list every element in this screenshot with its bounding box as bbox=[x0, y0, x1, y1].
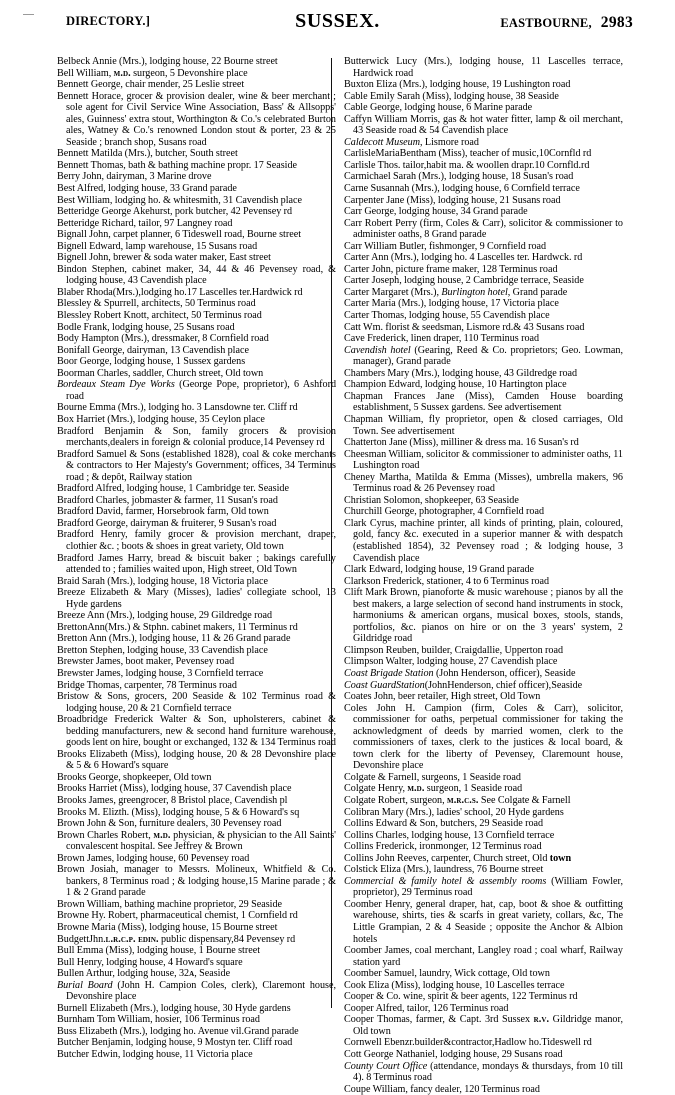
directory-entry: Bradford George, dairyman & fruiterer, 9 Susan's road bbox=[57, 517, 277, 529]
directory-entry: Bradford Henry, family grocer & provision merchant, draper, clothier &c. ; boots & shoes in great variety, Old town bbox=[57, 529, 336, 552]
directory-entry: Carr William Butler, fishmonger, 9 Cornfield road bbox=[344, 240, 547, 252]
directory-entry: Colibran Mary (Mrs.), ladies' school, 20 Hyde gardens bbox=[344, 806, 564, 818]
directory-entry: Brooks M. Elizth. (Miss), lodging house, 5 & 6 Howard's sq bbox=[57, 806, 300, 818]
directory-entry: Blessley & Spurrell, architects, 50 Terminus road bbox=[57, 298, 256, 310]
directory-entry: Bell William, m.d. surgeon, 5 Devonshire place bbox=[57, 67, 248, 79]
directory-entry: Butcher Edwin, lodging house, 11 Victoria place bbox=[57, 1049, 253, 1061]
directory-entry: Coates John, beer retailer, High street, Old Town bbox=[344, 691, 541, 703]
directory-entry: Browne Hy. Robert, pharmaceutical chemist, 1 Cornfield rd bbox=[57, 910, 298, 922]
directory-entry: Burnell Elizabeth (Mrs.), lodging house, 30 Hyde gardens bbox=[57, 1002, 291, 1014]
page-number: 2983 bbox=[600, 14, 633, 31]
running-head bbox=[0, 10, 675, 38]
directory-entry: Betteridge Richard, tailor, 97 Langney road bbox=[57, 217, 233, 229]
directory-entry: Colgate & Farnell, surgeons, 1 Seaside road bbox=[344, 771, 521, 783]
directory-entry: Cott George Nathaniel, lodging house, 29 Susans road bbox=[344, 1049, 563, 1061]
body-columns bbox=[0, 56, 675, 1095]
directory-entry: Carmichael Sarah (Mrs.), lodging house, 18 Susan's road bbox=[344, 171, 574, 183]
directory-entry: Chatterton Jane (Miss), milliner & dress ma. 16 Susan's rd bbox=[344, 437, 579, 449]
directory-entry: Bradford Samuel & Sons (established 1828), coal & coke merchants & contractors to Her Majesty's Government; offices, 34 Terminus road ; & depôt, Railway station bbox=[57, 448, 336, 483]
directory-entry: Buss Elizabeth (Mrs.), lodging ho. Avenue vil.Grand parade bbox=[57, 1025, 299, 1037]
directory-entry: Belbeck Annie (Mrs.), lodging house, 22 Bourne street bbox=[57, 56, 278, 67]
directory-entry: Bradford Benjamin & Son, family grocers & provision merchants,dealers in foreign & colonial produce,14 Pevensey rd bbox=[57, 425, 336, 449]
directory-entry: Brown John & Son, furniture dealers, 30 Pevensey road bbox=[57, 818, 282, 830]
column-right bbox=[344, 56, 624, 1095]
running-head-place: EASTBOURNE, bbox=[500, 16, 592, 30]
directory-entry: Bradford Charles, jobmaster & farmer, 11 Susan's road bbox=[57, 494, 278, 506]
directory-entry: Burnham Tom William, hosier, 106 Terminus road bbox=[57, 1014, 260, 1026]
directory-entry: Bonifall George, dairyman, 13 Cavendish place bbox=[57, 344, 249, 356]
directory-entry: Bull Henry, lodging house, 4 Howard's square bbox=[57, 956, 243, 968]
directory-entry: Coomber James, coal merchant, Langley road ; coal wharf, Railway station yard bbox=[344, 945, 623, 968]
running-head-left: DIRECTORY.] bbox=[66, 14, 151, 28]
directory-entry: Brown Josiah, manager to Messrs. Molineux, Whitfield & Co. bankers, 8 Terminus road ; & lodging house,15 Marine parade ; & 1 & 2 Grand parade bbox=[57, 864, 336, 899]
directory-entry: Boor George, lodging house, 1 Sussex gardens bbox=[57, 356, 246, 368]
directory-entry: Bretton Ann (Mrs.), lodging house, 11 & 26 Grand parade bbox=[57, 633, 291, 645]
directory-entry: Bradford Alfred, lodging house, 1 Cambridge ter. Seaside bbox=[57, 483, 289, 495]
directory-entry: Colstick Eliza (Mrs.), laundress, 76 Bourne street bbox=[344, 864, 544, 876]
directory-entry: Bennett Horace, grocer & provision dealer, wine & beer merchant ; sole agent for Civil Service Wine Association, Bass' & Allsopps' ales, Guinness' extra stout, Worthington & Co.'s celebrated Burton ales, Watney & Co.'s renowned London stout & porter, 23 & 25 Seaside ; branch shop, Susans road bbox=[57, 90, 336, 148]
directory-entry: Clark Edward, lodging house, 19 Grand parade bbox=[344, 564, 534, 576]
directory-entry: Browne Maria (Miss), lodging house, 15 Bourne street bbox=[57, 922, 278, 934]
directory-entry: Brewster James, lodging house, 3 Cornfield terrace bbox=[57, 667, 264, 679]
directory-entry: Bignell Edward, lamp warehouse, 15 Susans road bbox=[57, 240, 258, 252]
directory-entry: Bennett Thomas, bath & bathing machine propr. 17 Seaside bbox=[57, 159, 298, 171]
directory-entry: Butterwick Lucy (Mrs.), lodging house, 11 Lascelles terrace, Hardwick road bbox=[344, 56, 623, 79]
directory-entry: Boorman Charles, saddler, Church street, Old town bbox=[57, 367, 264, 379]
directory-entry: Cable Emily Sarah (Miss), lodging house, 38 Seaside bbox=[344, 90, 559, 102]
directory-entry: Brooks George, shopkeeper, Old town bbox=[57, 771, 212, 783]
directory-entry: Christian Solomon, shopkeeper, 63 Seaside bbox=[344, 494, 519, 506]
directory-entry: Carr Robert Perry (firm, Coles & Carr), solicitor & commissioner to administer oaths, 8 Grand parade bbox=[344, 217, 623, 241]
directory-entry: Cornwell Ebenzr.builder&contractor,Hadlow ho.Tideswell rd bbox=[344, 1037, 592, 1049]
directory-entry: Butcher Benjamin, lodging house, 9 Mostyn ter. Cliff road bbox=[57, 1037, 293, 1049]
directory-entry: Brown William, bathing machine proprietor, 29 Seaside bbox=[57, 898, 282, 910]
directory-entry: Chapman William, fly proprietor, open & closed carriages, Old Town. See advertisement bbox=[344, 413, 623, 437]
column-left bbox=[57, 56, 337, 1061]
directory-entry: Clarkson Frederick, stationer, 4 to 6 Terminus road bbox=[344, 575, 550, 587]
directory-entry: Bordeaux Steam Dye Works (George Pope, proprietor), 6 Ashford road bbox=[57, 379, 337, 402]
directory-entry: Cook Eliza (Miss), lodging house, 10 Lascelles terrace bbox=[344, 979, 565, 991]
directory-entry: Brooks Harriet (Miss), lodging house, 37 Cavendish place bbox=[57, 783, 292, 795]
directory-entry: Coast GuardStation(JohnHenderson, chief officer),Seaside bbox=[344, 679, 583, 691]
directory-entry: Carter Thomas, lodging house, 55 Cavendish place bbox=[344, 310, 550, 322]
directory-entry: Coomber Samuel, laundry, Wick cottage, Old town bbox=[344, 968, 550, 980]
directory-entry: Bennett George, chair mender, 25 Leslie street bbox=[57, 79, 245, 91]
directory-entry: Carne Susannah (Mrs.), lodging house, 6 Cornfield terrace bbox=[344, 183, 580, 195]
directory-entry: Bradford James Harry, bread & biscuit baker ; bakings carefully attended to ; families waited upon, High street, Old Town bbox=[57, 552, 336, 576]
directory-entry: Best William, lodging ho. & whitesmith, 31 Cavendish place bbox=[57, 194, 302, 206]
directory-entry: Collins Charles, lodging house, 13 Cornfield terrace bbox=[344, 829, 555, 841]
directory-entry: Betteridge George Akehurst, pork butcher, 42 Pevensey rd bbox=[57, 206, 293, 218]
directory-entry: Carter Ann (Mrs.), lodging ho. 4 Lascelles ter. Hardwck. rd bbox=[344, 252, 583, 264]
directory-entry: Bourne Emma (Mrs.), lodging ho. 3 Lansdowne ter. Cliff rd bbox=[57, 402, 298, 414]
directory-entry: Collins Edward & Son, butchers, 29 Seaside road bbox=[344, 818, 544, 830]
directory-entry: Collins John Reeves, carpenter, Church street, Old town bbox=[344, 852, 572, 864]
directory-entry: Cooper & Co. wine, spirit & beer agents, 122 Terminus rd bbox=[344, 991, 578, 1003]
directory-entry: BudgettJhn.l.r.c.p. edin. public dispensary,84 Pevensey rd bbox=[57, 933, 296, 945]
directory-entry: Carter Joseph, lodging house, 2 Cambridge terrace, Seaside bbox=[344, 275, 584, 287]
directory-entry: Breeze Elizabeth & Mary (Misses), ladies' collegiate school, 13 Hyde gardens bbox=[57, 587, 336, 610]
directory-entry: Cavendish hotel (Gearing, Reed & Co. proprietors; Geo. Lowman, manager), Grand parade bbox=[344, 344, 623, 368]
directory-entry: Bignell John, brewer & soda water maker, East street bbox=[57, 252, 271, 264]
directory-entry: County Court Office (attendance, mondays & thursdays, from 10 till 4). 8 Terminus road bbox=[344, 1060, 624, 1084]
directory-entry: Berry John, dairyman, 3 Marine drove bbox=[57, 171, 212, 183]
directory-entry: Bindon Stephen, cabinet maker, 34, 44 & 46 Pevensey road, & lodging house, 43 Cavendish place bbox=[57, 263, 336, 287]
directory-entry: Cheney Martha, Matilda & Emma (Misses), umbrella makers, 96 Terminus road & 26 Pevensey road bbox=[344, 471, 623, 495]
page-title: SUSSEX. bbox=[295, 10, 380, 32]
directory-entry: Carr George, lodging house, 34 Grand parade bbox=[344, 206, 528, 218]
directory-entry: Brooks James, greengrocer, 8 Bristol place, Cavendish pl bbox=[57, 795, 288, 806]
directory-entry: Cable George, lodging house, 6 Marine parade bbox=[344, 102, 533, 114]
running-head-right bbox=[500, 14, 633, 32]
directory-entry: Clark Cyrus, machine printer, all kinds of printing, plain, coloured, gold, fancy &c. executed in a superior manner & with despatch (established 1854), 32 Pevensey road ; & lodging house, 3 Cavendish place bbox=[344, 517, 623, 564]
directory-entry: Coomber Henry, general draper, hat, cap, boot & shoe & outfitting warehouse, shirts, ties & scarfs in great variety, collars, &c, The Little Grampian, 2 & 4 Seaside ; opposite the Anchor & Albion hotels bbox=[344, 898, 623, 945]
directory-entry: Climpson Reuben, builder, Craigdallie, Upperton road bbox=[344, 644, 564, 656]
directory-entry: Buxton Eliza (Mrs.), lodging house, 19 Lushington road bbox=[344, 79, 571, 91]
directory-entry: Brewster James, boot maker, Pevensey road bbox=[57, 656, 235, 668]
directory-entry: BrettonAnn(Mrs.) & Stphn. cabinet makers, 11 Terminus rd bbox=[57, 621, 298, 633]
directory-entry: Brown Charles Robert, m.d. physician, & physician to the All Saints' convalescent hospital. See Jeffrey & Brown bbox=[57, 829, 336, 853]
directory-entry: Cheesman William, solicitor & commissioner to administer oaths, 11 Lushington road bbox=[344, 448, 623, 472]
directory-entry: Chambers Mary (Mrs.), lodging house, 43 Gildredge road bbox=[344, 367, 578, 379]
directory-entry: Bristow & Sons, grocers, 200 Seaside & 102 Terminus road & lodging house, 20 & 21 Cornfield terrace bbox=[57, 691, 336, 714]
directory-entry: CarlisleMariaBentham (Miss), teacher of music,10Cornfld rd bbox=[344, 148, 592, 160]
directory-entry: Cave Frederick, linen draper, 110 Terminus road bbox=[344, 333, 540, 345]
directory-entry: Carter Maria (Mrs.), lodging house, 17 Victoria place bbox=[344, 298, 559, 310]
directory-entry: Bignall John, carpet planner, 6 Tideswell road, Bourne street bbox=[57, 229, 302, 241]
directory-entry: Clift Mark Brown, pianoforte & music warehouse ; pianos by all the best makers, a large selection of second hand instruments in stock, harmoniums & american organs, musical boxes, stools, stands, portfolios, &c. pianos on hire or on the 3 years' system, 2 Gildridge road bbox=[344, 587, 623, 645]
directory-entry: Cooper Thomas, farmer, & Capt. 3rd Sussex r.v. Gildridge manor, Old town bbox=[344, 1014, 623, 1037]
directory-entry: Bull Emma (Miss), lodging house, 1 Bourne street bbox=[57, 945, 261, 957]
directory-entry: Chapman Frances Jane (Miss), Camden House boarding establishment, 5 Sussex gardens. See advertisement bbox=[344, 390, 623, 414]
directory-entry: Climpson Walter, lodging house, 27 Cavendish place bbox=[344, 656, 558, 668]
directory-entry: Blessley Robert Knott, architect, 50 Terminus road bbox=[57, 310, 262, 322]
directory-entry: Caldecott Museum, Lismore road bbox=[344, 136, 479, 148]
directory-entry: Coupe William, fancy dealer, 120 Terminus road bbox=[344, 1083, 540, 1095]
directory-entry: Bradford David, farmer, Horsebrook farm, Old town bbox=[57, 506, 269, 518]
directory-entry: Coles John H. Campion (firm, Coles & Carr), solicitor, commissioner for oaths, perpetual commissioner for taking the acknowledgment of deeds by married women, clerk to the commissioners of taxes, clerk to the justices & local board, & town clerk for the liberty of Pevensey, Claremount house, Devonshire place bbox=[344, 702, 623, 772]
directory-entry: Colgate Robert, surgeon, m.r.c.s. See Colgate & Farnell bbox=[344, 795, 571, 806]
directory-entry: Braid Sarah (Mrs.), lodging house, 18 Victoria place bbox=[57, 575, 268, 587]
directory-entry: Churchill George, photographer, 4 Cornfield road bbox=[344, 506, 545, 518]
directory-entry: Broadbridge Frederick Walter & Son, upholsterers, cabinet & bedding manufacturers, new & second hand furniture warehouse, goods lent on hire, bought or exchanged, 132 & 134 Terminus road bbox=[57, 714, 336, 749]
directory-entry: Body Hampton (Mrs.), dressmaker, 8 Cornfield road bbox=[57, 333, 269, 345]
directory-entry: Burial Board (John H. Campion Coles, clerk), Claremont house, Devonshire place bbox=[57, 979, 336, 1003]
directory-entry: Bennett Matilda (Mrs.), butcher, South street bbox=[57, 148, 238, 160]
directory-entry: Commercial & family hotel & assembly rooms (William Fowler, proprietor), 29 Terminus road bbox=[344, 875, 623, 899]
directory-entry: Bretton Stephen, lodging house, 33 Cavendish place bbox=[57, 644, 268, 656]
directory-entry: Blaber Rhoda(Mrs.),lodging ho.17 Lascelles ter.Hardwick rd bbox=[57, 286, 303, 298]
directory-entry: Bodle Frank, lodging house, 25 Susans road bbox=[57, 321, 235, 333]
directory-entry: Champion Edward, lodging house, 10 Hartington place bbox=[344, 379, 567, 391]
directory-entry: Caffyn William Morris, gas & hot water fitter, lamp & oil merchant, 43 Seaside road & 54 Cavendish place bbox=[344, 113, 623, 137]
directory-entry: Catt Wm. florist & seedsman, Lismore rd.& 43 Susans road bbox=[344, 321, 585, 333]
directory-entry: Colgate Henry, m.d. surgeon, 1 Seaside road bbox=[344, 783, 523, 795]
directory-entry: Bullen Arthur, lodging house, 32a, Seaside bbox=[57, 968, 231, 980]
directory-entry: Carlisle Thos. tailor,habit ma. & woollen drapr.10 Cornfld.rd bbox=[344, 159, 590, 171]
directory-entry: Carter Margaret (Mrs.), Burlington hotel, Grand parade bbox=[344, 286, 568, 298]
directory-entry: Box Harriet (Mrs.), lodging house, 35 Ceylon place bbox=[57, 413, 265, 425]
directory-entry: Bridge Thomas, carpenter, 78 Terminus road bbox=[57, 679, 237, 691]
directory-entry: Best Alfred, lodging house, 33 Grand parade bbox=[57, 183, 237, 195]
directory-entry: Cooper Alfred, tailor, 126 Terminus road bbox=[344, 1002, 509, 1014]
directory-entry: Carpenter Jane (Miss), lodging house, 21 Susans road bbox=[344, 194, 561, 206]
directory-entry: Coast Brigade Station (John Henderson, officer), Seaside bbox=[344, 667, 576, 679]
directory-entry: Brooks Elizabeth (Miss), lodging house, 20 & 28 Devonshire place & 5 & 6 Howard's square bbox=[57, 748, 336, 772]
directory-entry: Collins Frederick, ironmonger, 12 Terminus road bbox=[344, 841, 542, 853]
directory-entry: Brown James, lodging house, 60 Pevensey road bbox=[57, 852, 250, 864]
directory-entry: Carter John, picture frame maker, 128 Terminus road bbox=[344, 263, 558, 275]
directory-entry: Breeze Ann (Mrs.), lodging house, 29 Gildredge road bbox=[57, 610, 273, 622]
